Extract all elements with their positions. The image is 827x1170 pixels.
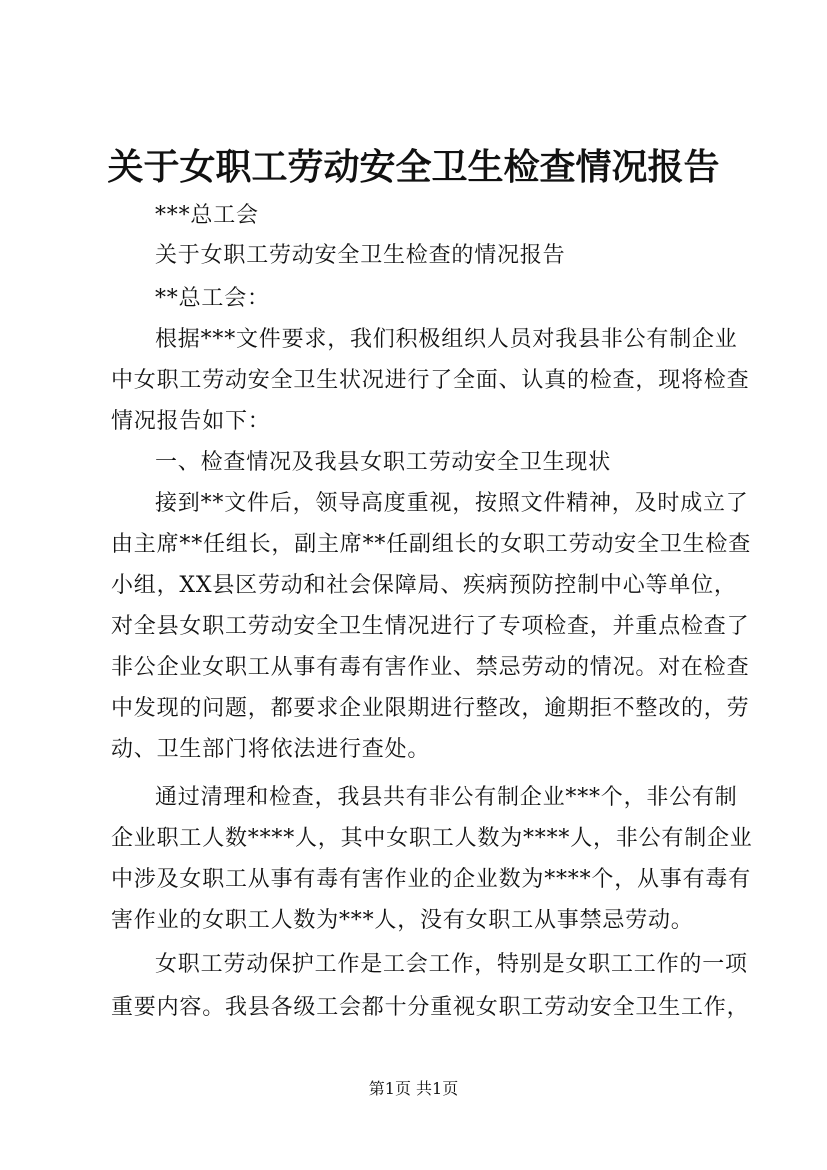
sender-line: ***总工会 (155, 203, 259, 228)
body-line: 害作业的女职工人数为***人，没有女职工从事禁忌劳动。 (111, 908, 694, 933)
body-line: 对全县女职工劳动安全卫生情况进行了专项检查，并重点检查了 (111, 614, 750, 639)
body-line: 通过清理和检查，我县共有非公有制企业***个，非公有制 (155, 785, 738, 810)
document-title: 关于女职工劳动安全卫生检查情况报告 (107, 146, 720, 188)
report-subtitle: 关于女职工劳动安全卫生检查的情况报告 (155, 243, 566, 268)
body-line: 由主席**任组长，副主席**任副组长的女职工劳动安全卫生检查 (111, 532, 752, 557)
body-line: 情况报告如下： (111, 409, 271, 434)
body-line: 接到**文件后，领导高度重视，按照文件精神，及时成立了 (155, 491, 749, 516)
body-line: 中涉及女职工从事有毒有害作业的企业数为****个，从事有毒有 (111, 867, 752, 892)
body-line: 中女职工劳动安全卫生状况进行了全面、认真的检查，现将检查 (111, 368, 750, 393)
body-line: 女职工劳动保护工作是工会工作，特别是女职工工作的一项 (155, 952, 748, 977)
body-line: 中发现的问题，都要求企业限期进行整改，逾期拒不整改的，劳 (111, 696, 750, 721)
body-line: 非公企业女职工从事有毒有害作业、禁忌劳动的情况。对在检查 (111, 655, 750, 680)
body-line: 企业职工人数****人，其中女职工人数为****人，非公有制企业 (111, 826, 753, 851)
body-line: 重要内容。我县各级工会都十分重视女职工劳动安全卫生工作， (111, 995, 750, 1020)
section-heading: 一、检查情况及我县女职工劳动安全卫生现状 (155, 450, 612, 475)
body-line: 根据***文件要求，我们积极组织人员对我县非公有制企业 (155, 327, 738, 352)
page-footer: 第1页 共1页 (368, 1079, 459, 1098)
body-line: 小组，XX县区劳动和社会保障局、疾病预防控制中心等单位， (111, 573, 737, 598)
body-line: 动、卫生部门将依法进行查处。 (111, 737, 431, 762)
salutation: **总工会： (155, 286, 270, 311)
